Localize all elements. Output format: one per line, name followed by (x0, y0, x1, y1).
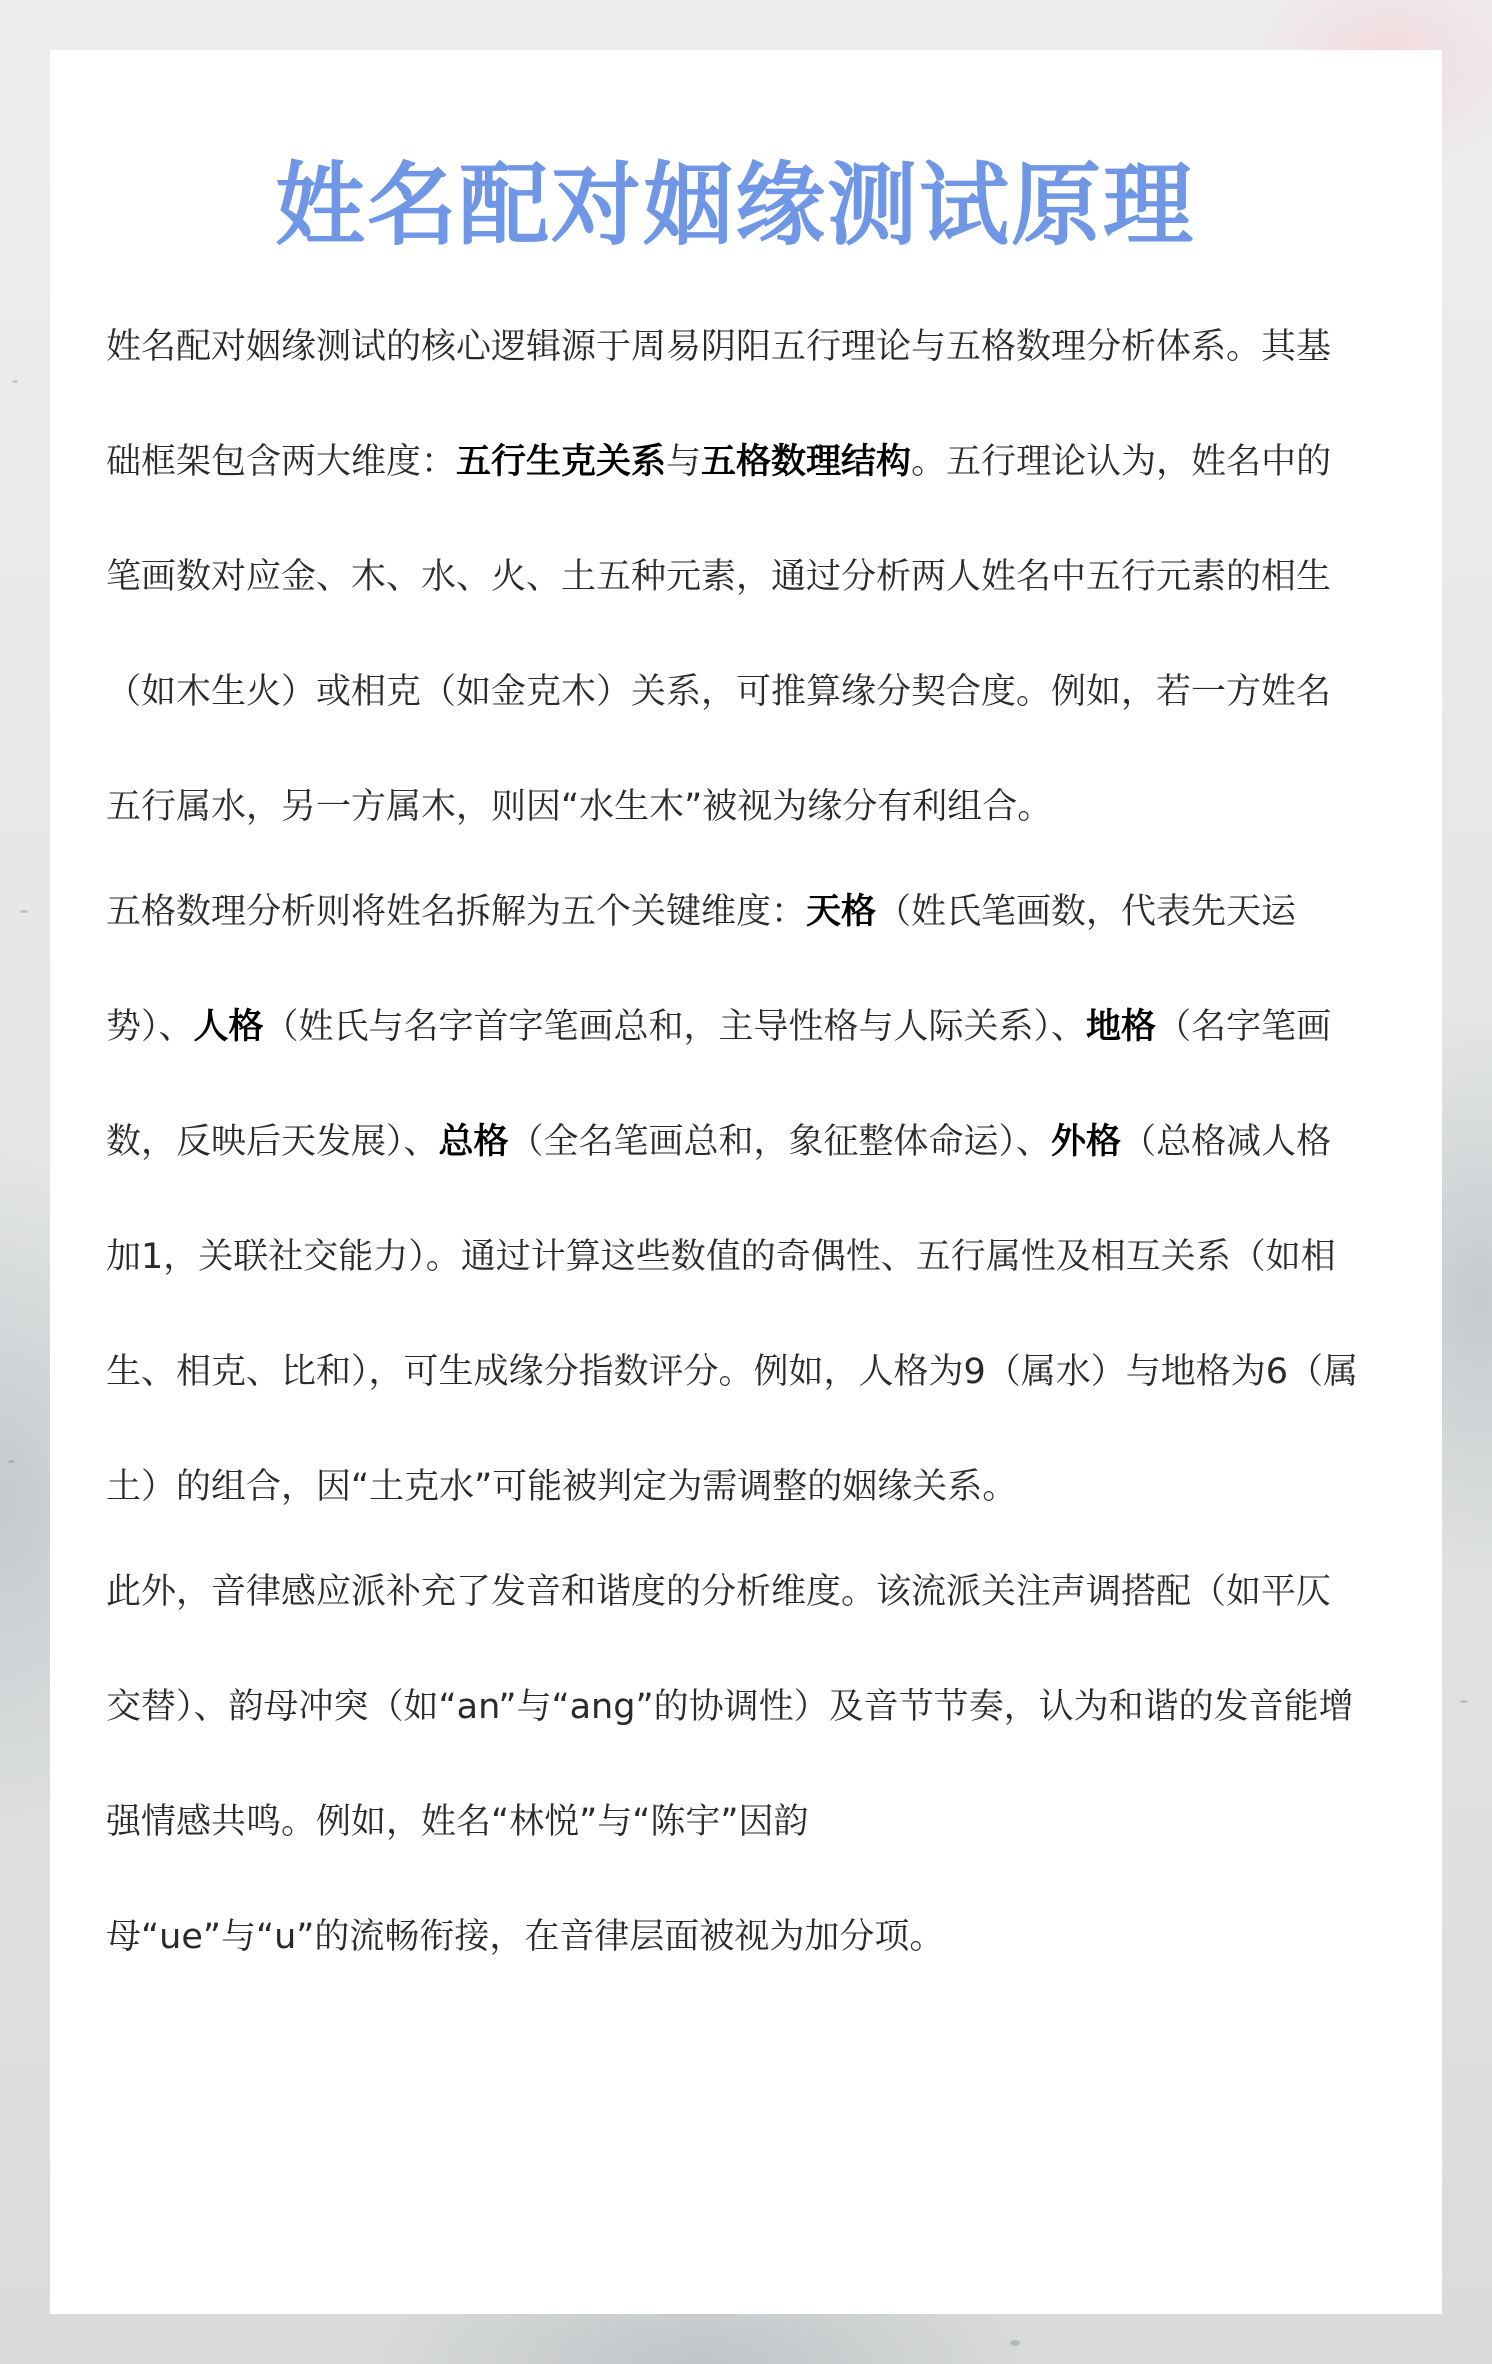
background-texture (8, 1460, 15, 1463)
bold-term: 总格 (438, 1122, 509, 1162)
paragraph-text: 母“ue”与“u”的流畅衔接，在音律层面被视为加分项。 (106, 1917, 945, 1957)
paragraph-text: （姓氏与名字首字笔画总和，主导性格与人际关系）、 (263, 1007, 1087, 1047)
paragraph-text: 姓名配对姻缘测试的核心逻辑源于周易阴阳五行理论与五格数理分析体系。其基础框架包含两大维度： (106, 327, 1332, 482)
bold-term: 人格 (193, 1007, 264, 1047)
bold-term: 五行生克关系 (456, 442, 667, 482)
bold-term: 外格 (1051, 1122, 1122, 1162)
bold-term: 五格数理结构 (701, 442, 912, 482)
paragraph-wuxing (106, 290, 1364, 865)
paragraph-text: （总格减人格加1，关联社交能力）。通过计算这些数值的奇偶性、五行属性及相互关系（如相生、相克、比和），可生成缘分指数评分。例如，人格为9（属水）与地格为6（属土）的组合，因“土克水”可能被判定为需调整的姻缘关系。 (106, 1122, 1359, 1507)
page-title: 姓名配对姻缘测试原理 (275, 153, 1195, 258)
bold-term: 天格 (806, 892, 877, 932)
paragraph-yinlv (106, 1535, 1364, 1995)
background-texture (20, 910, 28, 913)
paragraph-text: 与 (666, 442, 702, 482)
background-texture (1010, 2340, 1020, 2346)
paragraph-text: 此外，音律感应派补充了发音和谐度的分析维度。该流派关注声调搭配（如平仄交替）、韵母冲突（如“an”与“ang”的协调性）及音节节奏，认为和谐的发音能增强情感共鸣。例如，姓名“林悦”与“陈宇”因韵 (106, 1572, 1354, 1842)
paragraph-text: （全名笔画总和，象征整体命运）、 (508, 1122, 1052, 1162)
paragraph-text: （姓氏笔画数，代表先天运势）、 (106, 892, 1297, 1047)
paragraph-text: （名字笔画数，反映后天发展）、 (106, 1007, 1332, 1162)
paragraph-wuge (106, 855, 1364, 1545)
background-texture (12, 380, 18, 383)
paragraph-text: 五格数理分析则将姓名拆解为五个关键维度： (106, 892, 807, 932)
article-card (50, 50, 1442, 2314)
bold-term: 地格 (1086, 1007, 1157, 1047)
paragraph-text: 。五行理论认为，姓名中的笔画数对应金、木、水、火、土五种元素，通过分析两人姓名中五行元素的相生（如木生火）或相克（如金克木）关系，可推算缘分契合度。例如，若一方姓名五行属水，另一方属木，则因“水生木”被视为缘分有利组合。 (106, 442, 1332, 827)
background-texture (1460, 1700, 1468, 1703)
